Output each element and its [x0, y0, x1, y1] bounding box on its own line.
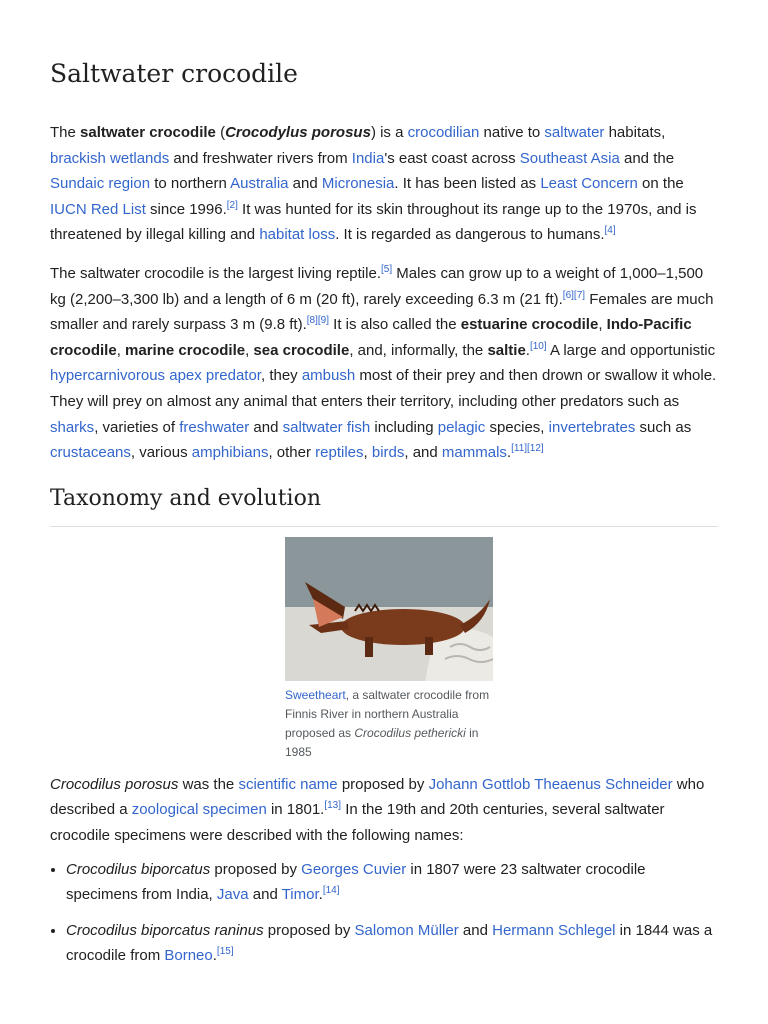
text: , — [116, 341, 126, 359]
link-crustaceans[interactable]: crustaceans — [50, 444, 131, 462]
text: in 1844 was a crocodile from — [66, 921, 713, 965]
link-georges-cuvier[interactable]: Georges Cuvier — [301, 860, 407, 878]
description-paragraph — [50, 261, 718, 466]
text: since 1996. — [145, 200, 227, 218]
link-iucn-red-list[interactable]: IUCN Red List — [50, 200, 146, 218]
text: and freshwater rivers from — [169, 149, 352, 167]
citation-link[interactable]: [14] — [322, 885, 340, 897]
text: and the — [619, 149, 675, 167]
text: habitats, — [604, 124, 666, 141]
text: including — [370, 418, 438, 436]
text: native to — [479, 124, 545, 141]
link-invertebrates[interactable]: invertebrates — [548, 418, 636, 436]
link-amphibians[interactable]: amphibians — [191, 444, 269, 462]
scientific-name: Crocodilus pethericki — [354, 725, 466, 740]
lead-paragraph — [50, 120, 718, 248]
text: , — [363, 444, 372, 462]
link-sweetheart[interactable]: Sweetheart — [285, 687, 346, 702]
citation-link[interactable]: [11][12] — [511, 443, 544, 455]
scientific-name: Crocodilus biporcatus — [66, 860, 211, 878]
link-habitat-loss[interactable]: habitat loss — [259, 226, 336, 244]
text: such as — [635, 418, 692, 436]
link-least-concern[interactable]: Least Concern — [540, 175, 638, 193]
taxonomy-paragraph — [50, 772, 718, 849]
citation-link[interactable]: [2] — [226, 199, 238, 211]
text: 's east coast across — [384, 149, 520, 167]
figure — [285, 537, 493, 762]
link-pelagic[interactable]: pelagic — [437, 418, 486, 436]
link-apex-predator[interactable]: apex predator — [169, 367, 261, 385]
citation-link[interactable]: [10] — [529, 340, 547, 352]
text: most of their prey and then drown or swallow it whole. They will prey on almost any animal that enters their territory, including other predators such as — [50, 367, 717, 410]
text: , varieties of — [94, 418, 180, 436]
text: . — [212, 947, 217, 965]
citation-link[interactable]: [5] — [380, 263, 393, 275]
link-ambush[interactable]: ambush — [301, 367, 356, 385]
text: Males can grow up to a weight of 1,000–1,500 kg (2,200–3,300 lb) and a length of 6 m (20 ft), rarely exceeding 6.3 m (21 ft). — [50, 264, 704, 308]
link-scientific-name[interactable]: scientific name — [238, 775, 338, 793]
link-sundaic-region[interactable]: Sundaic region — [50, 175, 151, 193]
text: , a saltwater crocodile from Finnis River in northern Australia proposed as — [285, 687, 490, 740]
link-timor[interactable]: Timor — [281, 886, 319, 904]
text: and — [249, 418, 283, 436]
link-zoological-specimen[interactable]: zoological specimen — [131, 801, 267, 819]
citation-link[interactable]: [8][9] — [306, 315, 330, 327]
link-hypercarnivorous[interactable]: hypercarnivorous — [50, 367, 166, 385]
scientific-name: Crocodilus biporcatus raninus — [66, 921, 264, 939]
link-hermann-schlegel[interactable]: Hermann Schlegel — [492, 921, 616, 939]
text: and — [458, 921, 493, 939]
link-australia[interactable]: Australia — [230, 175, 289, 193]
text: The — [50, 124, 81, 141]
text: . — [506, 444, 512, 462]
link-crocodilian[interactable]: crocodilian — [407, 124, 480, 141]
bold-term: saltwater crocodile — [80, 124, 216, 141]
crocodile-photo[interactable] — [285, 537, 493, 681]
link-birds[interactable]: birds — [371, 444, 405, 462]
text: species, — [485, 418, 549, 436]
bold-term: sea crocodile — [253, 341, 350, 359]
list-item — [66, 857, 718, 908]
link-mammals[interactable]: mammals — [441, 444, 507, 462]
text: ( — [215, 124, 226, 141]
text: on the — [637, 175, 684, 193]
text: , — [598, 316, 607, 334]
text: was the — [178, 775, 239, 793]
synonym-list — [50, 857, 718, 969]
text: The saltwater crocodile is the largest living reptile. — [50, 264, 381, 282]
text: Females are much smaller and rarely surpass 3 m (9.8 ft). — [50, 290, 714, 334]
link-sharks[interactable]: sharks — [50, 418, 95, 436]
link-micronesia[interactable]: Micronesia — [321, 175, 395, 193]
list-item — [66, 918, 718, 969]
text: in 1985 — [285, 725, 479, 759]
text: A large and opportunistic — [546, 341, 716, 359]
citation-link[interactable]: [4] — [604, 225, 616, 237]
text: . — [318, 886, 323, 904]
text: In the 19th and 20th centuries, several saltwater crocodile specimens were described with the following names: — [50, 801, 665, 844]
text: It is also called the — [329, 316, 461, 334]
text: , they — [260, 367, 302, 385]
link-salomon-muller[interactable]: Salomon Müller — [354, 921, 459, 939]
bold-term: saltie — [487, 341, 526, 359]
text: , and, informally, the — [349, 341, 488, 359]
bold-term: estuarine crocodile — [460, 316, 599, 334]
section-heading: Taxonomy and evolution — [50, 484, 718, 527]
text: . It is regarded as dangerous to humans. — [335, 226, 605, 244]
text: , — [245, 341, 254, 359]
link-java[interactable]: Java — [216, 886, 249, 904]
text: , various — [130, 444, 192, 462]
scientific-name: Crocodilus porosus — [50, 775, 179, 793]
link-southeast-asia[interactable]: Southeast Asia — [519, 149, 620, 167]
link-borneo[interactable]: Borneo — [164, 947, 213, 965]
text: in 1801. — [266, 801, 325, 819]
citation-link[interactable]: [15] — [216, 946, 234, 958]
text: proposed by — [210, 860, 302, 878]
text: who described a — [50, 775, 705, 819]
link-reptiles[interactable]: reptiles — [315, 444, 364, 462]
figure-caption — [285, 686, 493, 762]
scientific-name: Crocodylus porosus — [225, 124, 371, 141]
text: , other — [268, 444, 316, 462]
link-freshwater[interactable]: freshwater — [179, 418, 250, 436]
text: and — [248, 886, 282, 904]
text: . — [525, 341, 530, 359]
text: proposed by — [263, 921, 355, 939]
bold-term: Indo-Pacific crocodile — [50, 316, 692, 359]
text: in 1807 were 23 saltwater crocodile specimens from India, — [66, 860, 646, 904]
text: ) is a — [370, 124, 408, 141]
link-schneider[interactable]: Johann Gottlob Theaenus Schneider — [428, 775, 673, 793]
citation-link[interactable]: [6][7] — [562, 289, 586, 301]
text: . It has been listed as — [394, 175, 541, 193]
text: It was hunted for its skin throughout its range up to the 1970s, and is threatened by illegal killing and — [50, 200, 697, 244]
page-title: Saltwater crocodile — [50, 59, 298, 88]
crocodile-image-icon — [285, 537, 493, 681]
text: to northern — [150, 175, 231, 193]
bold-term: marine crocodile — [125, 341, 246, 359]
link-saltwater-fish[interactable]: saltwater fish — [282, 418, 371, 436]
link-brackish-wetlands[interactable]: brackish wetlands — [50, 149, 170, 167]
text: and — [288, 175, 322, 193]
text: , and — [404, 444, 442, 462]
link-india[interactable]: India — [351, 149, 385, 167]
link-saltwater[interactable]: saltwater — [544, 124, 605, 141]
citation-link[interactable]: [13] — [324, 800, 342, 812]
text: proposed by — [337, 775, 429, 793]
